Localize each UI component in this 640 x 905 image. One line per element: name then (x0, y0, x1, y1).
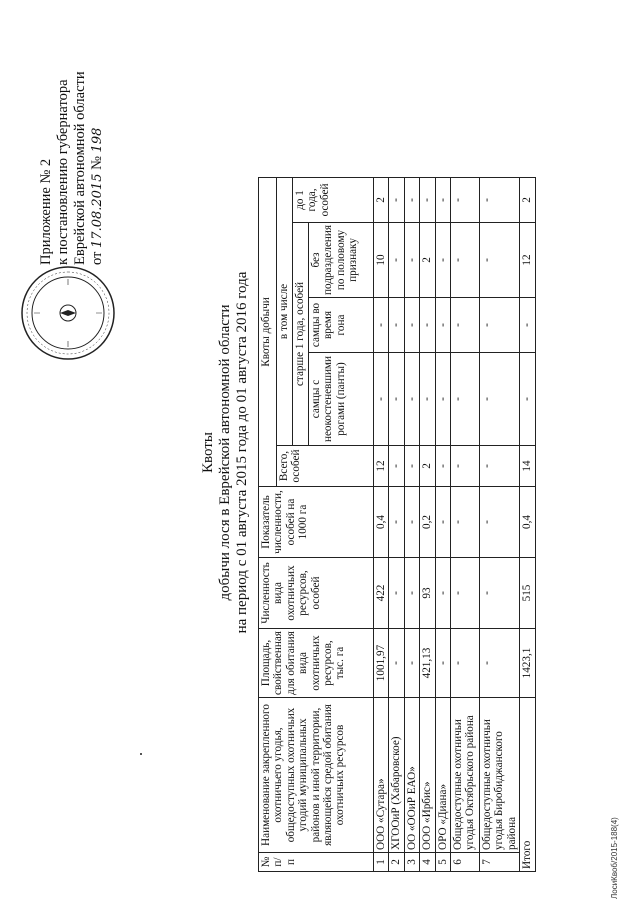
cell-num: 6 (451, 853, 480, 872)
cell-males: - (374, 353, 389, 446)
cell-count: - (480, 558, 520, 629)
header-count: Численность вида охотничьих ресурсов, особей (259, 558, 374, 629)
annex-line-2: к постановлению губернатора (55, 79, 71, 265)
table-row (435, 177, 450, 871)
cell-nosex: - (435, 222, 450, 297)
cell-name: Общедоступные охотничьи угодья Биробиджанского района (480, 698, 520, 853)
footer-code: ЛосиКвоб/2015-188(4) (610, 817, 619, 899)
annex-date-prefix: от (89, 251, 105, 265)
cell-total: - (451, 446, 480, 487)
cell-nosex: 12 (520, 222, 535, 297)
cell-name: ОРО «Диана» (435, 698, 450, 853)
cell-count: 422 (374, 558, 389, 629)
cell-total: 12 (374, 446, 389, 487)
cell-young: - (480, 177, 520, 222)
cell-area: 1001,97 (374, 629, 389, 698)
cell-name: Общедоступные охотничьи угодья Октябрьского района (451, 698, 480, 853)
cell-nosex: - (389, 222, 404, 297)
cell-males: - (420, 353, 435, 446)
header-index: Показатель численности, особей на 1000 га (259, 487, 374, 558)
scan-speck (140, 753, 142, 755)
cell-area: - (480, 629, 520, 698)
annex-date: 17.08.2015 (90, 173, 105, 248)
cell-total: - (404, 446, 419, 487)
annex-block (38, 15, 106, 265)
header-nosex: без подразделения по половому признаку (309, 222, 374, 297)
cell-area: 1423,1 (520, 629, 535, 698)
header-males: самцы с неокостеневшими рогами (панты) (309, 353, 374, 446)
document-subtitle-2: на период с 01 августа 2015 года до 01 августа 2016 года (234, 271, 250, 634)
cell-total: 14 (520, 446, 535, 487)
cell-count: - (451, 558, 480, 629)
cell-count: - (435, 558, 450, 629)
cell-name: ОО «ООиР ЕАО» (404, 698, 419, 853)
cell-nosex: - (480, 222, 520, 297)
cell-males: - (480, 353, 520, 446)
cell-males: - (451, 353, 480, 446)
cell-index: - (480, 487, 520, 558)
table-row (480, 177, 520, 871)
official-seal-icon (18, 263, 118, 363)
table-row (420, 177, 435, 871)
cell-young: 2 (520, 177, 535, 222)
cell-rut: - (404, 298, 419, 353)
table-row (389, 177, 404, 871)
cell-males: - (520, 353, 535, 446)
annex-no-label: № (89, 156, 105, 170)
cell-rut: - (520, 298, 535, 353)
cell-total: - (389, 446, 404, 487)
table-row (404, 177, 419, 871)
table-total-row (520, 177, 535, 871)
annex-number: 198 (90, 127, 105, 153)
cell-total: - (435, 446, 450, 487)
cell-males: - (404, 353, 419, 446)
cell-rut: - (374, 298, 389, 353)
cell-count: 515 (520, 558, 535, 629)
cell-nosex: - (451, 222, 480, 297)
cell-index: 0,2 (420, 487, 435, 558)
cell-index: 0,4 (520, 487, 535, 558)
cell-index: - (435, 487, 450, 558)
cell-total-label: Итого (520, 698, 535, 872)
header-older: старше 1 года, особей (293, 222, 309, 445)
cell-num: 4 (420, 853, 435, 872)
cell-index: - (389, 487, 404, 558)
header-name: Наименование закрепленного охотничьего угодья, общедоступных охотничьих угодий муниципальных районов и иной территории, являющейся средой обитания охотничьих ресурсов (259, 698, 374, 853)
cell-area: 421,13 (420, 629, 435, 698)
cell-young: 2 (374, 177, 389, 222)
cell-area: - (435, 629, 450, 698)
cell-num: 1 (374, 853, 389, 872)
cell-rut: - (389, 298, 404, 353)
cell-total: - (480, 446, 520, 487)
cell-area: - (404, 629, 419, 698)
header-quota: Квоты добычи (259, 177, 277, 486)
cell-num: 7 (480, 853, 520, 872)
cell-name: ООО «Сутара» (374, 698, 389, 853)
cell-name: ООО «Ирбис» (420, 698, 435, 853)
cell-index: - (404, 487, 419, 558)
cell-count: 93 (420, 558, 435, 629)
cell-index: 0,4 (374, 487, 389, 558)
cell-name: ХГООиР (Хабаровское) (389, 698, 404, 853)
cell-area: - (389, 629, 404, 698)
annex-line-3: Еврейской автономной области (72, 71, 88, 265)
cell-young: - (451, 177, 480, 222)
annex-line-1: Приложение № 2 (38, 158, 54, 265)
quota-table (258, 177, 536, 872)
cell-total: 2 (420, 446, 435, 487)
cell-count: - (389, 558, 404, 629)
cell-young: - (389, 177, 404, 222)
header-incl: в том числе (277, 177, 293, 445)
cell-rut: - (420, 298, 435, 353)
annex-line-4 (89, 15, 106, 265)
cell-nosex: - (404, 222, 419, 297)
cell-rut: - (451, 298, 480, 353)
header-young: до 1 года, особей (293, 177, 374, 222)
cell-nosex: 2 (420, 222, 435, 297)
cell-rut: - (435, 298, 450, 353)
cell-area: - (451, 629, 480, 698)
cell-num: 2 (389, 853, 404, 872)
header-num: № п/п (259, 853, 374, 872)
cell-index: - (451, 487, 480, 558)
table-row (374, 177, 389, 871)
header-area: Площадь, свойственная для обитания вида охотничьих ресурсов, тыс. га (259, 629, 374, 698)
cell-males: - (435, 353, 450, 446)
cell-rut: - (480, 298, 520, 353)
cell-nosex: 10 (374, 222, 389, 297)
cell-num: 3 (404, 853, 419, 872)
header-rut: самцы во время гона (309, 298, 374, 353)
cell-count: - (404, 558, 419, 629)
table-row (451, 177, 480, 871)
header-total: Всего, особей (277, 446, 374, 487)
cell-num: 5 (435, 853, 450, 872)
cell-males: - (389, 353, 404, 446)
document-subtitle-1: добычи лося в Еврейской автономной области (217, 304, 233, 601)
cell-young: - (435, 177, 450, 222)
cell-young: - (404, 177, 419, 222)
document-title: Квоты (200, 432, 216, 473)
cell-young: - (420, 177, 435, 222)
